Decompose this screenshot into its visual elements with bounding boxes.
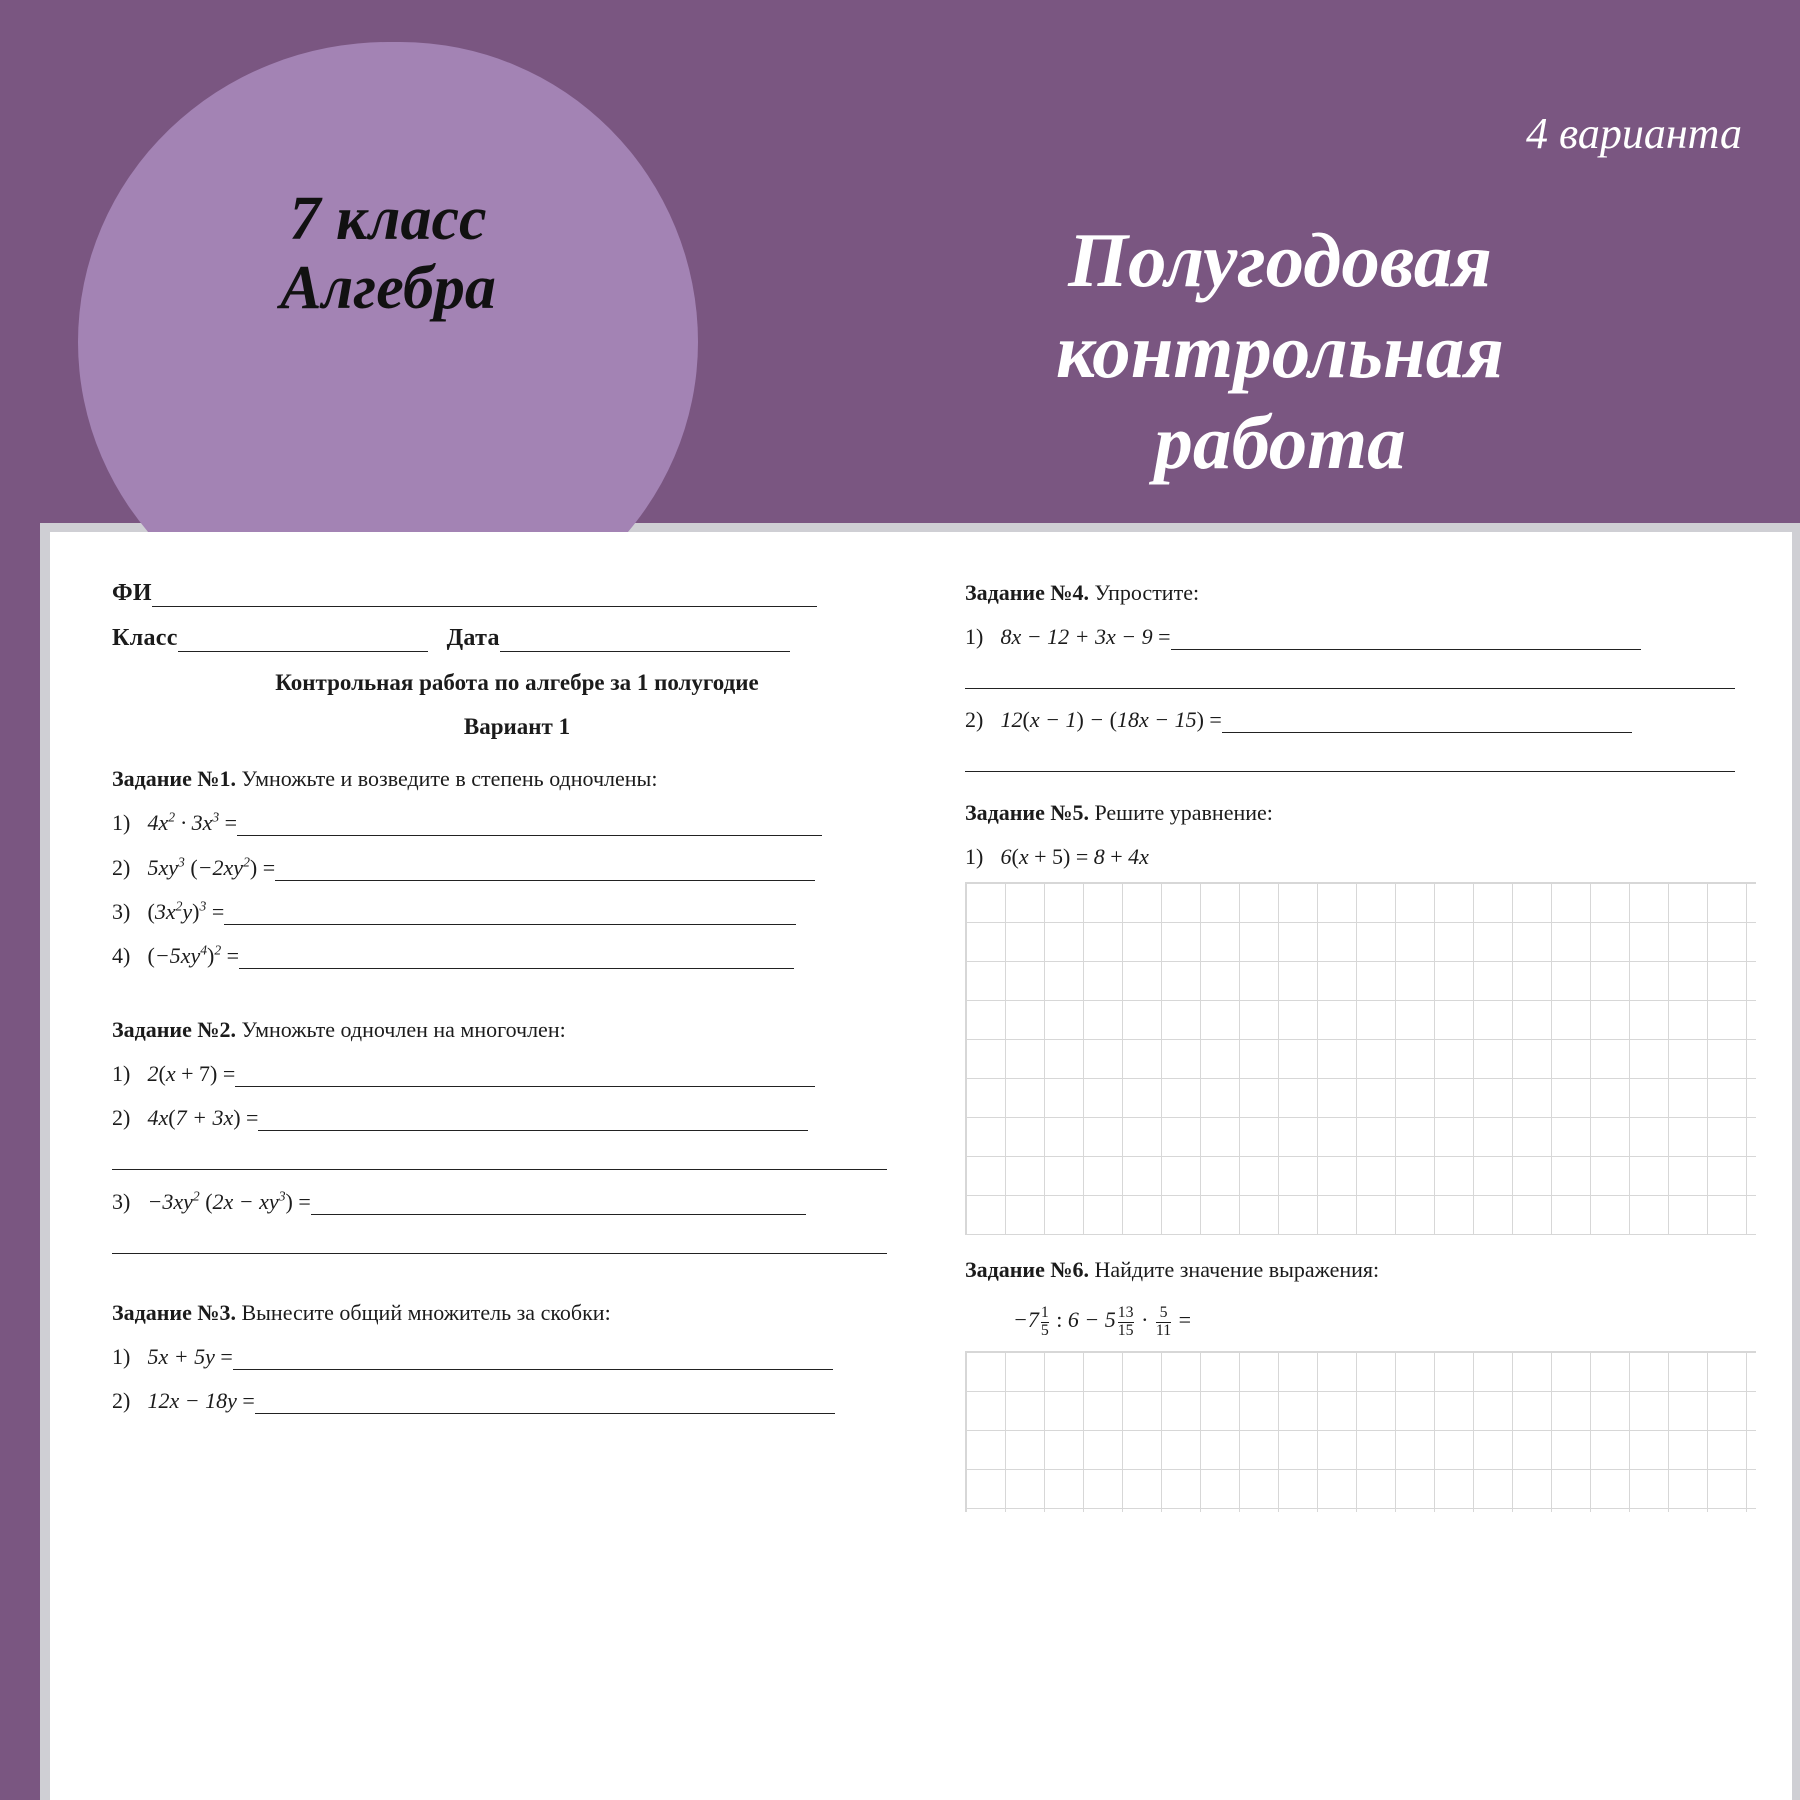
task-2-item-3 xyxy=(112,1188,922,1214)
task-5-item-1 xyxy=(965,844,1755,870)
answer-blank[interactable] xyxy=(233,1349,833,1370)
item-expression: 2(x + 7) = xyxy=(147,1061,236,1087)
task-3-prompt: Вынесите общий множитель за скобки: xyxy=(241,1299,611,1325)
item-num: 4) xyxy=(112,943,131,969)
answer-blank[interactable] xyxy=(237,815,822,836)
worksheet-column-left xyxy=(112,580,922,1414)
task-6-number: Задание №6. xyxy=(965,1257,1089,1282)
answer-blank[interactable] xyxy=(275,860,815,881)
task-1-item-4 xyxy=(112,943,922,969)
task-3-number: Задание №3. xyxy=(112,1299,236,1325)
item-expression: 4x(7 + 3x) = xyxy=(147,1105,259,1131)
task-4-item-2 xyxy=(965,707,1755,733)
page-title-line-1: Полугодовая xyxy=(1068,217,1492,303)
item-expression: 12(x − 1) − (18x − 15) = xyxy=(1000,707,1222,732)
item-expression: 8x − 12 + 3x − 9 = xyxy=(1000,624,1171,649)
task-1-number: Задание №1. xyxy=(112,766,236,791)
field-class-label: Класс xyxy=(112,625,178,651)
field-fio-label: ФИ xyxy=(112,580,152,606)
item-num: 3) xyxy=(112,1188,131,1214)
item-num: 3) xyxy=(112,898,131,924)
variants-label: 4 варианта xyxy=(1526,109,1742,158)
task-6-expression: −7 $\frac{1}{5}$ : 6 − 5 $\frac{13}{15}$ · $\frac{5}{11}$ = xyxy=(1013,1304,1192,1339)
task-5-prompt: Решите уравнение: xyxy=(1094,800,1273,825)
item-expression: 5x + 5y = xyxy=(147,1343,233,1369)
worksheet-preview xyxy=(50,532,1792,1800)
item-expression: $5xy^3$ $(-2xy^2)$ = xyxy=(147,854,276,880)
answer-blank[interactable] xyxy=(965,741,1735,772)
item-expression: 6(x + 5) = 8 + 4x xyxy=(1000,844,1149,869)
task-6-work-grid[interactable] xyxy=(965,1351,1756,1512)
worksheet-title: Контрольная работа по алгебре за 1 полугодие xyxy=(275,670,759,695)
task-1-prompt: Умножьте и возведите в степень одночлены: xyxy=(241,766,658,791)
item-num: 2) xyxy=(112,1387,131,1413)
field-fio xyxy=(112,580,922,607)
task-5-heading xyxy=(965,800,1755,826)
task-4-heading xyxy=(965,580,1755,606)
field-date-blank[interactable] xyxy=(500,631,790,652)
item-expression: $(3x^2y)^3$ = xyxy=(147,898,225,924)
item-num: 1) xyxy=(965,624,984,649)
item-num: 1) xyxy=(112,1343,131,1369)
worksheet-column-right xyxy=(965,580,1755,1512)
answer-blank[interactable] xyxy=(1171,629,1641,650)
answer-blank[interactable] xyxy=(112,1139,887,1170)
page-title-line-2: контрольная xyxy=(1056,307,1504,394)
answer-blank[interactable] xyxy=(1222,712,1632,733)
answer-blank[interactable] xyxy=(112,1223,887,1254)
task-4-item-1 xyxy=(965,624,1755,650)
worksheet-variant: Вариант 1 xyxy=(463,714,571,739)
task-1-item-2 xyxy=(112,854,922,880)
item-num: 1) xyxy=(112,810,131,836)
item-num: 2) xyxy=(965,707,984,732)
task-1-item-1 xyxy=(112,810,922,836)
item-expression: 12x − 18y = xyxy=(147,1387,255,1413)
item-num: 1) xyxy=(112,1061,131,1087)
item-num: 2) xyxy=(112,1105,131,1131)
task-1-heading xyxy=(112,766,922,792)
task-6-heading xyxy=(965,1257,1755,1283)
page-title xyxy=(800,215,1760,488)
task-6-prompt: Найдите значение выражения: xyxy=(1094,1257,1380,1282)
answer-blank[interactable] xyxy=(235,1066,815,1087)
item-expression: $-3xy^2$ $(2x - xy^3)$ = xyxy=(147,1188,311,1214)
task-4-number: Задание №4. xyxy=(965,580,1089,605)
badge-line-2: Алгебра xyxy=(280,254,496,323)
field-fio-blank[interactable] xyxy=(152,586,817,607)
item-num: 2) xyxy=(112,854,131,880)
badge-text xyxy=(78,185,698,324)
answer-blank[interactable] xyxy=(239,948,794,969)
task-4-prompt: Упростите: xyxy=(1094,580,1200,605)
task-2-heading xyxy=(112,1017,922,1043)
answer-blank[interactable] xyxy=(965,658,1735,689)
answer-blank[interactable] xyxy=(258,1110,808,1131)
field-class-date xyxy=(112,625,922,652)
answer-blank[interactable] xyxy=(224,904,796,925)
item-expression: $4x^2 \cdot 3x^3$ = xyxy=(147,810,238,836)
badge-line-1: 7 класс xyxy=(289,185,487,253)
task-3-item-1 xyxy=(112,1344,922,1370)
task-5-work-grid[interactable] xyxy=(965,882,1756,1235)
task-5-number: Задание №5. xyxy=(965,800,1089,825)
task-2-number: Задание №2. xyxy=(112,1017,236,1043)
task-3-item-2 xyxy=(112,1388,922,1414)
item-expression: $(-5xy^4)^2$ = xyxy=(147,942,240,969)
task-1-item-3 xyxy=(112,899,922,925)
item-num: 1) xyxy=(965,844,984,869)
answer-blank[interactable] xyxy=(311,1194,806,1215)
answer-blank[interactable] xyxy=(255,1393,835,1414)
field-date-label: Дата xyxy=(446,625,500,651)
task-2-item-2 xyxy=(112,1105,922,1131)
task-2-prompt: Умножьте одночлен на многочлен: xyxy=(241,1017,566,1043)
task-2-item-1 xyxy=(112,1061,922,1087)
field-class-blank[interactable] xyxy=(178,631,428,652)
task-3-heading xyxy=(112,1300,922,1326)
page-title-line-3: работа xyxy=(1154,398,1406,485)
